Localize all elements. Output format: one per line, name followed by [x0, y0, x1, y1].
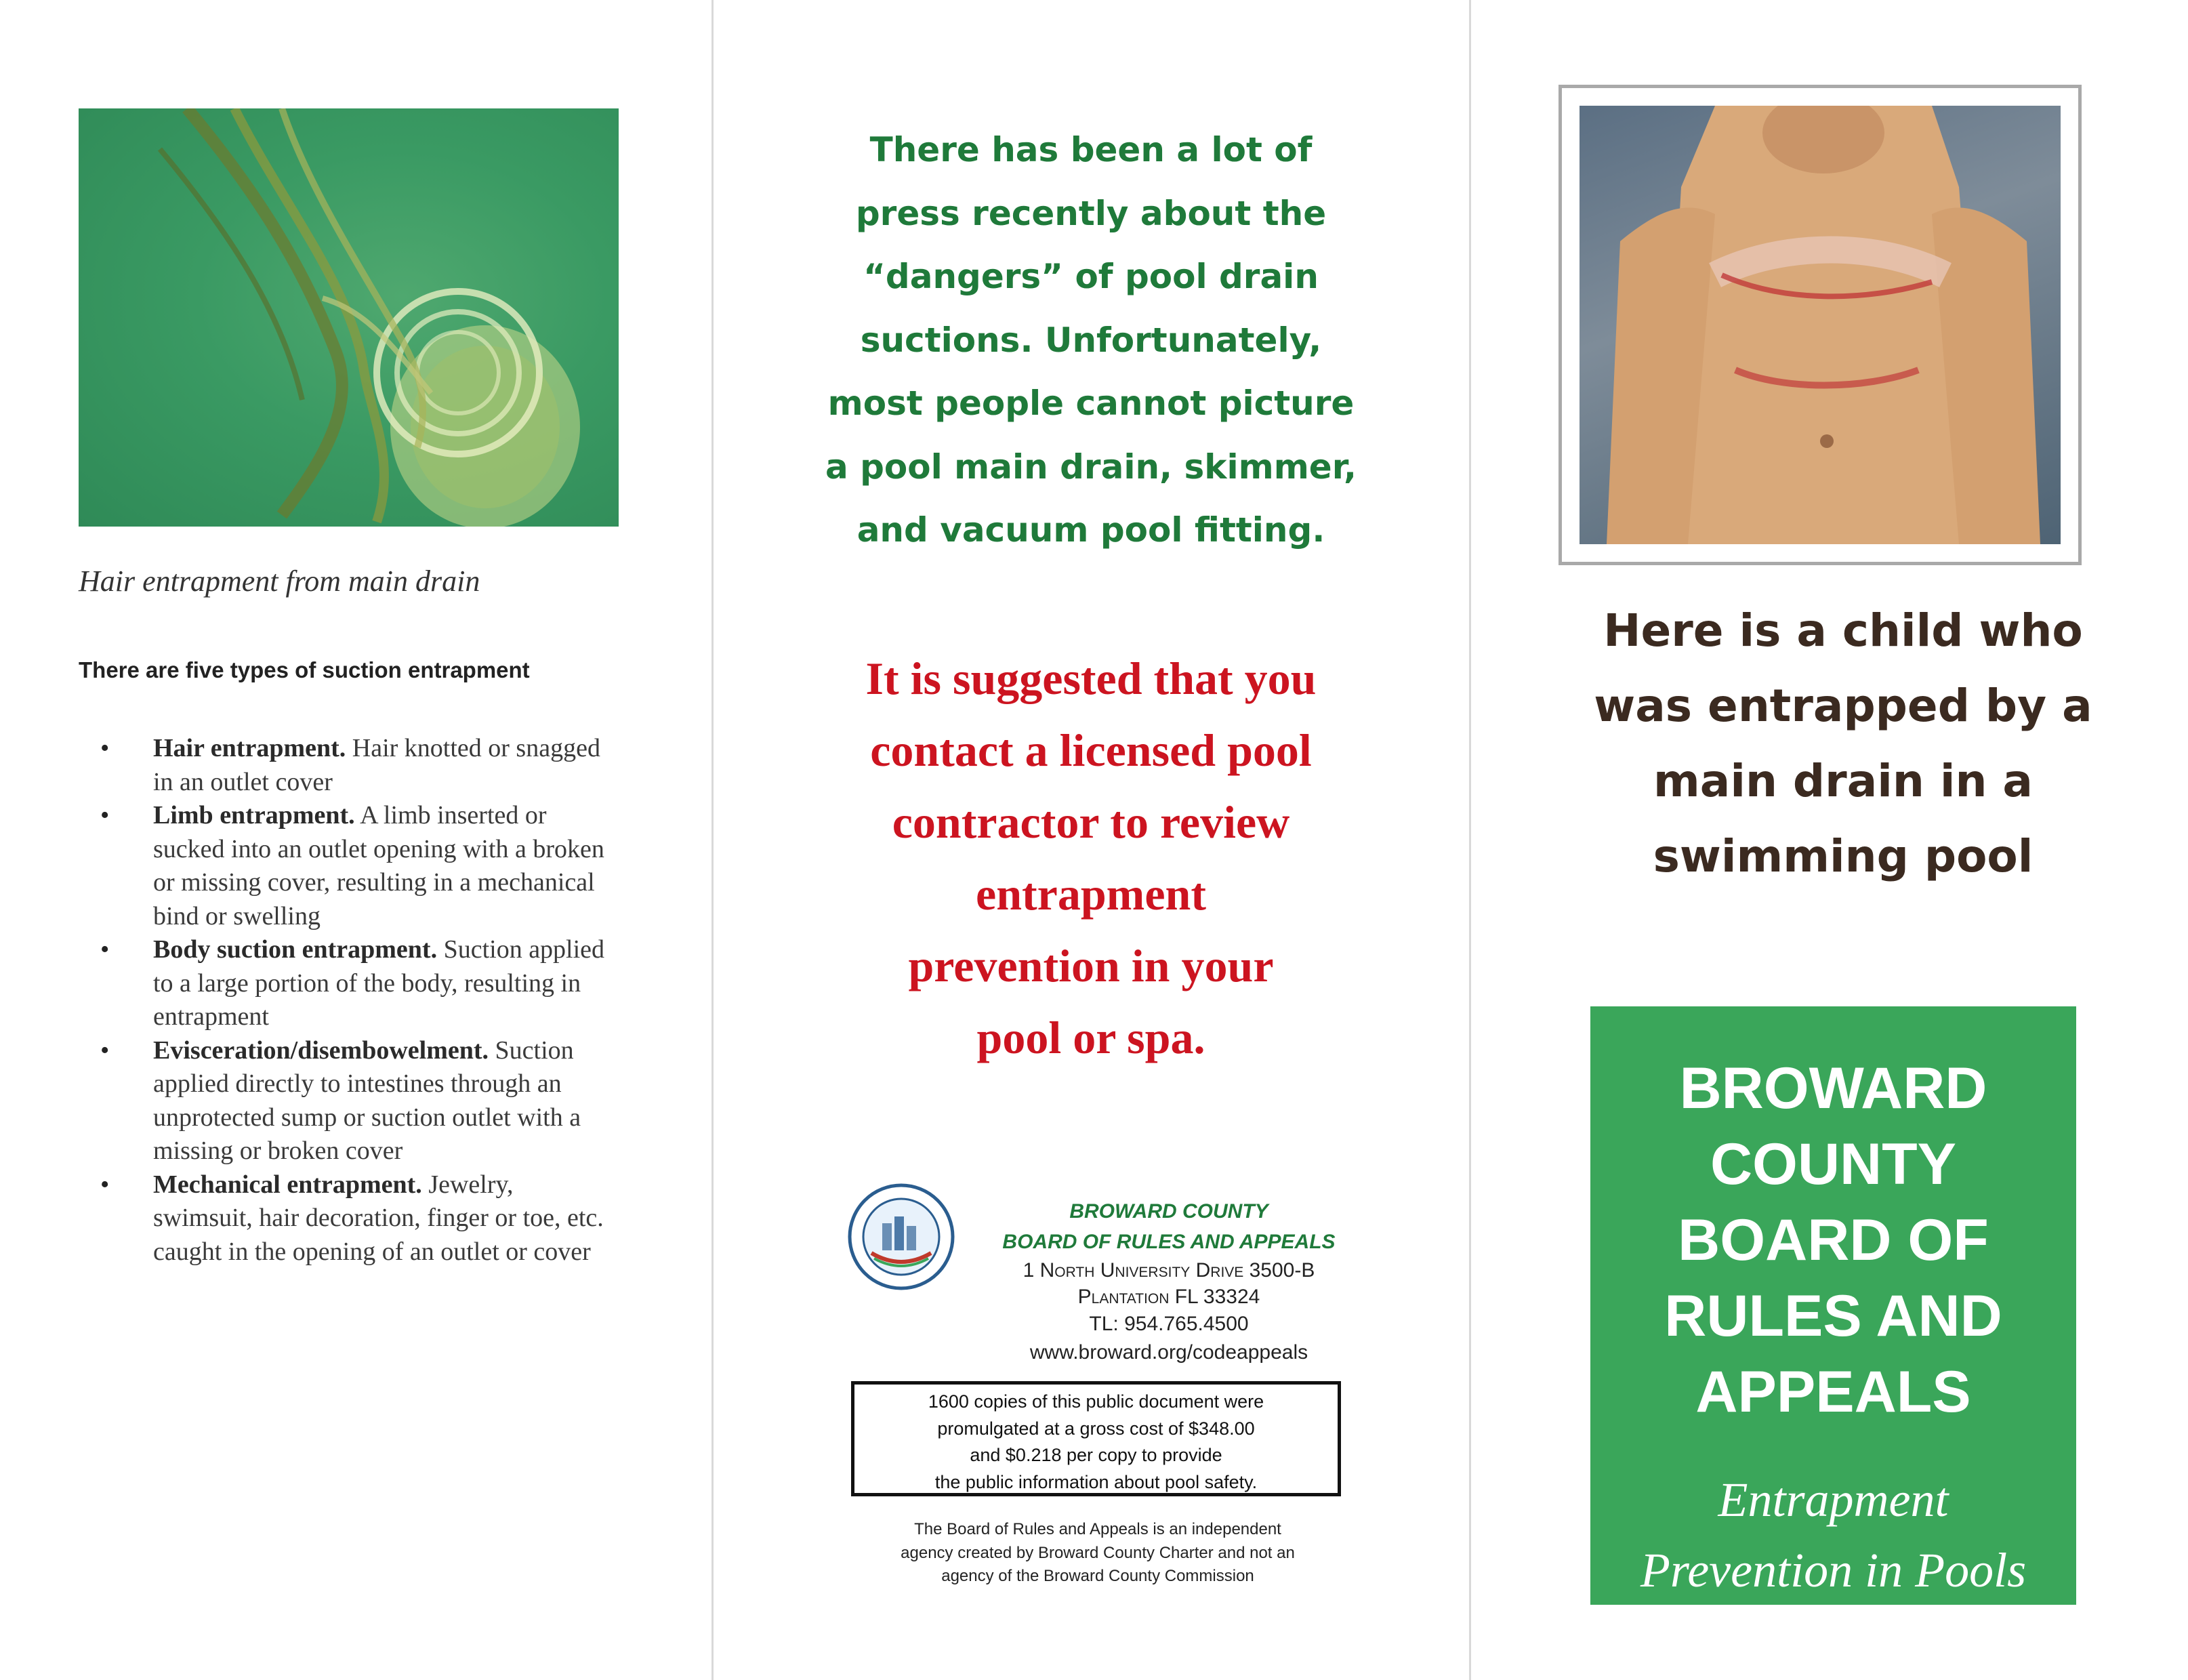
- entrapment-description: A limb inserted or sucked into an outlet opening with a broken or missing cover, resulting in a mechanical bind or swelling: [153, 801, 604, 930]
- board-title: [1590, 1050, 2076, 1430]
- org-name-line2: BOARD OF RULES AND APPEALS: [1002, 1231, 1336, 1253]
- suggest-line: contact a licensed pool: [870, 724, 1312, 776]
- entrapment-description: Jewelry, swimsuit, hair decoration, finger or toe, etc. caught in the opening of an outlet or cover: [153, 1170, 604, 1266]
- press-line: and vacuum pool fitting.: [856, 510, 1325, 550]
- caption-line: was entrapped by a: [1594, 680, 2092, 732]
- entrapment-term: Hair entrapment.: [153, 734, 346, 762]
- cost-line: promulgated at a gross cost of $348.00: [937, 1418, 1255, 1439]
- brochure-subtitle: [1590, 1464, 2076, 1605]
- list-item: [79, 1168, 607, 1269]
- subtitle-line: Prevention in Pools: [1640, 1543, 2027, 1597]
- entrapment-term: Evisceration/disembowelment.: [153, 1036, 489, 1065]
- statement-line: The Board of Rules and Appeals is an independent: [914, 1520, 1281, 1538]
- entrapment-types-heading: There are five types of suction entrapment: [79, 657, 530, 682]
- press-line: “dangers” of pool drain: [863, 257, 1319, 296]
- list-item: [79, 732, 607, 799]
- cost-line: and $0.218 per copy to provide: [970, 1445, 1222, 1465]
- title-line: BROWARD: [1679, 1056, 1987, 1121]
- entrapment-description: Suction applied to a large portion of the body, resulting in entrapment: [153, 935, 605, 1031]
- entrapment-term: Body suction entrapment.: [153, 935, 438, 964]
- suggestion-paragraph: [711, 642, 1470, 1073]
- entrapment-description: Suction applied directly to intestines through an unprotected sump or suction outlet with a missing or broken cover: [153, 1036, 581, 1165]
- organization-contact: [949, 1196, 1389, 1367]
- cost-notice-box: [851, 1381, 1341, 1496]
- statement-line: agency of the Broward County Commission: [941, 1567, 1254, 1585]
- entrapment-term: Mechanical entrapment.: [153, 1170, 422, 1199]
- cost-line: the public information about pool safety.: [934, 1471, 1258, 1492]
- cover-title-box: [1590, 1006, 2076, 1605]
- list-item: [79, 1034, 607, 1168]
- hair-entrapment-photo: [79, 108, 619, 527]
- cost-line: 1600 copies of this public document were: [928, 1391, 1264, 1412]
- child-caption: [1504, 593, 2182, 894]
- press-line: There has been a lot of: [869, 130, 1313, 169]
- photo-caption: Hair entrapment from main drain: [79, 565, 480, 598]
- county-seal-icon: [847, 1183, 955, 1291]
- right-panel: [1470, 0, 2188, 1680]
- address-line1: 1 North University Drive 3500-B: [1023, 1259, 1315, 1282]
- list-item: [79, 933, 607, 1034]
- title-line: COUNTY: [1710, 1132, 1957, 1197]
- press-line: a pool main drain, skimmer,: [825, 447, 1357, 487]
- subtitle-line: Entrapment: [1718, 1473, 1949, 1527]
- suggest-line: contractor to review: [892, 796, 1290, 848]
- title-line: RULES AND: [1664, 1284, 2002, 1349]
- caption-line: Here is a child who: [1603, 605, 2083, 657]
- caption-line: main drain in a: [1653, 755, 2033, 807]
- entrapment-term: Limb entrapment.: [153, 801, 355, 829]
- address-line2: Plantation FL 33324: [1077, 1286, 1260, 1308]
- suggest-line: entrapment: [976, 868, 1206, 920]
- list-item: [79, 799, 607, 933]
- org-name-line1: BROWARD COUNTY: [1069, 1200, 1268, 1223]
- independence-statement: [833, 1518, 1362, 1589]
- title-line: APPEALS: [1695, 1359, 1971, 1425]
- press-line: press recently about the: [855, 193, 1327, 233]
- left-panel: [0, 0, 711, 1680]
- child-entrapment-photo: [1580, 106, 2061, 544]
- entrapment-types-list: [79, 732, 607, 1269]
- middle-panel: [711, 0, 1470, 1680]
- press-paragraph: [711, 119, 1470, 562]
- caption-line: swimming pool: [1653, 830, 2034, 882]
- statement-line: agency created by Broward County Charter and not an: [901, 1543, 1295, 1562]
- entrapment-description: Hair knotted or snagged in an outlet cover: [153, 734, 600, 796]
- suggest-line: It is suggested that you: [865, 653, 1317, 704]
- website-url: www.broward.org/codeappeals: [1029, 1341, 1308, 1364]
- press-line: most people cannot picture: [827, 384, 1355, 423]
- phone-number: TL: 954.765.4500: [1089, 1313, 1249, 1335]
- child-photo-frame: [1559, 85, 2082, 565]
- suggest-line: pool or spa.: [976, 1012, 1205, 1063]
- suggest-line: prevention in your: [908, 940, 1274, 991]
- title-line: BOARD OF: [1678, 1208, 1989, 1273]
- press-line: suctions. Unfortunately,: [860, 320, 1322, 360]
